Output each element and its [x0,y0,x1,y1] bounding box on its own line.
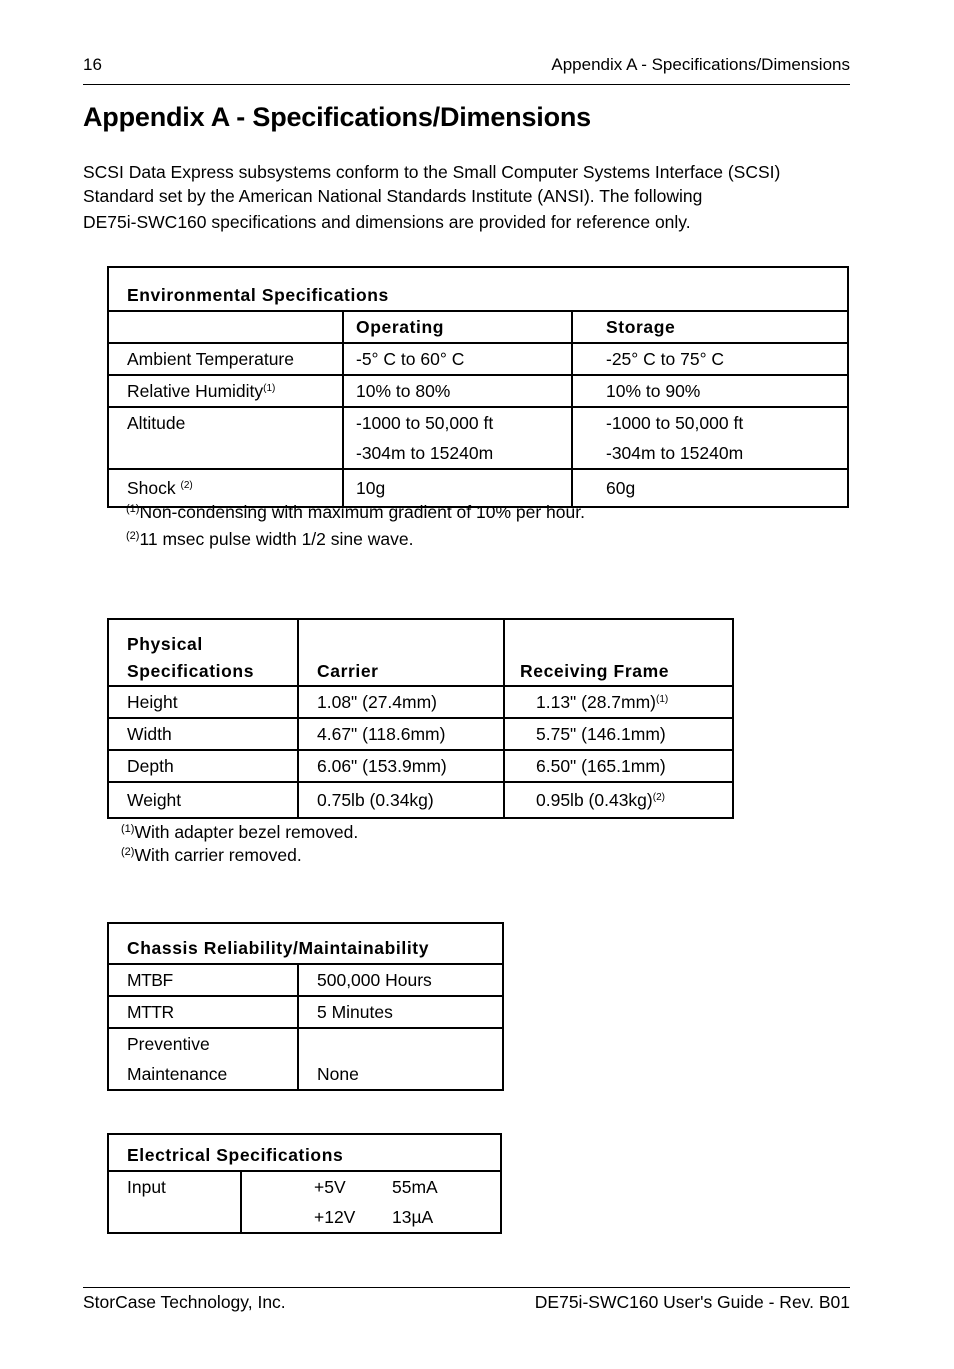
env-storage-value: 60g [572,469,848,507]
env-heading: Environmental Specifications [108,267,848,311]
elec-voltage: +5V [314,1177,346,1197]
footnote-text: 11 msec pulse width 1/2 sine wave. [139,529,414,549]
altitude-m: -304m to 15240m [356,443,494,463]
footnote-mark: (1) [126,503,140,515]
elec-input-values [241,1171,501,1233]
env-label-text: Altitude [127,413,186,433]
running-header: Appendix A - Specifications/Dimensions [551,55,850,74]
header-rule [83,84,850,85]
footnote-mark: (2) [126,530,140,542]
elec-line [314,1172,500,1202]
footer-company: StorCase Technology, Inc. [83,1292,286,1312]
phys-frame-text: 0.95lb (0.43kg) [536,790,653,810]
footnote-text: With carrier removed. [134,845,302,865]
altitude-m: -304m to 15240m [606,443,744,463]
phys-row-label: Depth [108,750,298,782]
footnote-text: With adapter bezel removed. [134,822,359,842]
elec-input-label: Input [108,1171,241,1233]
footnote [126,502,585,523]
env-label-text: Shock [127,478,181,498]
env-storage-value: -25° C to 75° C [572,343,848,375]
chassis-row-value: 5 Minutes [298,996,503,1028]
phys-col-carrier: Carrier [298,619,504,686]
env-storage-value [572,407,848,469]
phys-carrier-value: 1.08" (27.4mm) [298,686,504,718]
elec-line [314,1202,500,1232]
intro-line: DE75i-SWC160 specifications and dimensions are provided for reference only. [83,212,691,232]
footnote-text: Non-condensing with maximum gradient of 10% per hour. [139,502,585,522]
phys-col-frame: Receiving Frame [504,619,733,686]
phys-row-label: Weight [108,782,298,818]
chassis-pm-label [108,1028,298,1090]
intro-paragraph [83,160,850,234]
phys-row-label: Height [108,686,298,718]
pm-label-line: Preventive [127,1034,210,1054]
phys-heading-line: Physical [127,634,203,654]
chassis-row-label: MTTR [108,996,298,1028]
elec-heading: Electrical Specifications [108,1134,501,1171]
footnote-mark: (1) [656,694,669,705]
footnote [121,822,358,843]
phys-frame-text: 1.13" (28.7mm) [536,692,657,712]
altitude-ft: -1000 to 50,000 ft [606,413,744,433]
footer-doc: DE75i-SWC160 User's Guide - Rev. B01 [534,1292,850,1312]
footnote-mark: (2) [652,792,665,803]
phys-carrier-value: 6.06" (153.9mm) [298,750,504,782]
chassis-row-label: MTBF [108,964,298,996]
phys-row-label: Width [108,718,298,750]
env-operating-value [343,407,572,469]
phys-frame-value: 5.75" (146.1mm) [504,718,733,750]
footnote-mark: (2) [180,480,193,491]
env-operating-value: -5° C to 60° C [343,343,572,375]
footnote [121,845,302,866]
env-row-label [108,343,343,375]
page-number: 16 [83,55,102,74]
pm-label-line: Maintenance [127,1064,228,1084]
footer-rule [83,1287,850,1288]
env-col-operating: Operating [343,311,572,343]
intro-line: Standard set by the American National Standards Institute (ANSI). The following [83,186,703,206]
physical-table [107,618,734,819]
chassis-table [107,922,504,1091]
electrical-table [107,1133,502,1234]
env-label-text: Relative Humidity [127,381,264,401]
environmental-table [107,266,849,508]
page-title: Appendix A - Specifications/Dimensions [83,102,591,132]
chassis-row-value: 500,000 Hours [298,964,503,996]
elec-voltage: +12V [314,1207,356,1227]
env-storage-value: 10% to 90% [572,375,848,407]
env-operating-value: 10g [343,469,572,507]
env-row-label [108,407,343,469]
env-label-text: Ambient Temperature [127,349,294,369]
chassis-heading: Chassis Reliability/Maintainability [108,923,503,964]
footnote-mark: (1) [121,823,135,835]
phys-heading [108,619,298,686]
env-col-storage: Storage [572,311,848,343]
footnote-mark: (2) [121,846,135,858]
phys-heading-line: Specifications [127,661,255,681]
phys-frame-value: 6.50" (165.1mm) [504,750,733,782]
phys-carrier-value: 4.67" (118.6mm) [298,718,504,750]
env-operating-value: 10% to 80% [343,375,572,407]
phys-carrier-value: 0.75lb (0.34kg) [298,782,504,818]
intro-line: SCSI Data Express subsystems conform to the Small Computer Systems Interface (SCSI) [83,162,781,182]
env-row-label [108,375,343,407]
env-header-blank [108,311,343,343]
phys-frame-value [504,686,733,718]
footnote-mark: (1) [263,383,276,394]
chassis-pm-value: None [298,1028,503,1090]
elec-current: 13µA [392,1207,434,1227]
phys-frame-value [504,782,733,818]
elec-current: 55mA [392,1177,438,1197]
altitude-ft: -1000 to 50,000 ft [356,413,494,433]
footnote [126,529,413,550]
